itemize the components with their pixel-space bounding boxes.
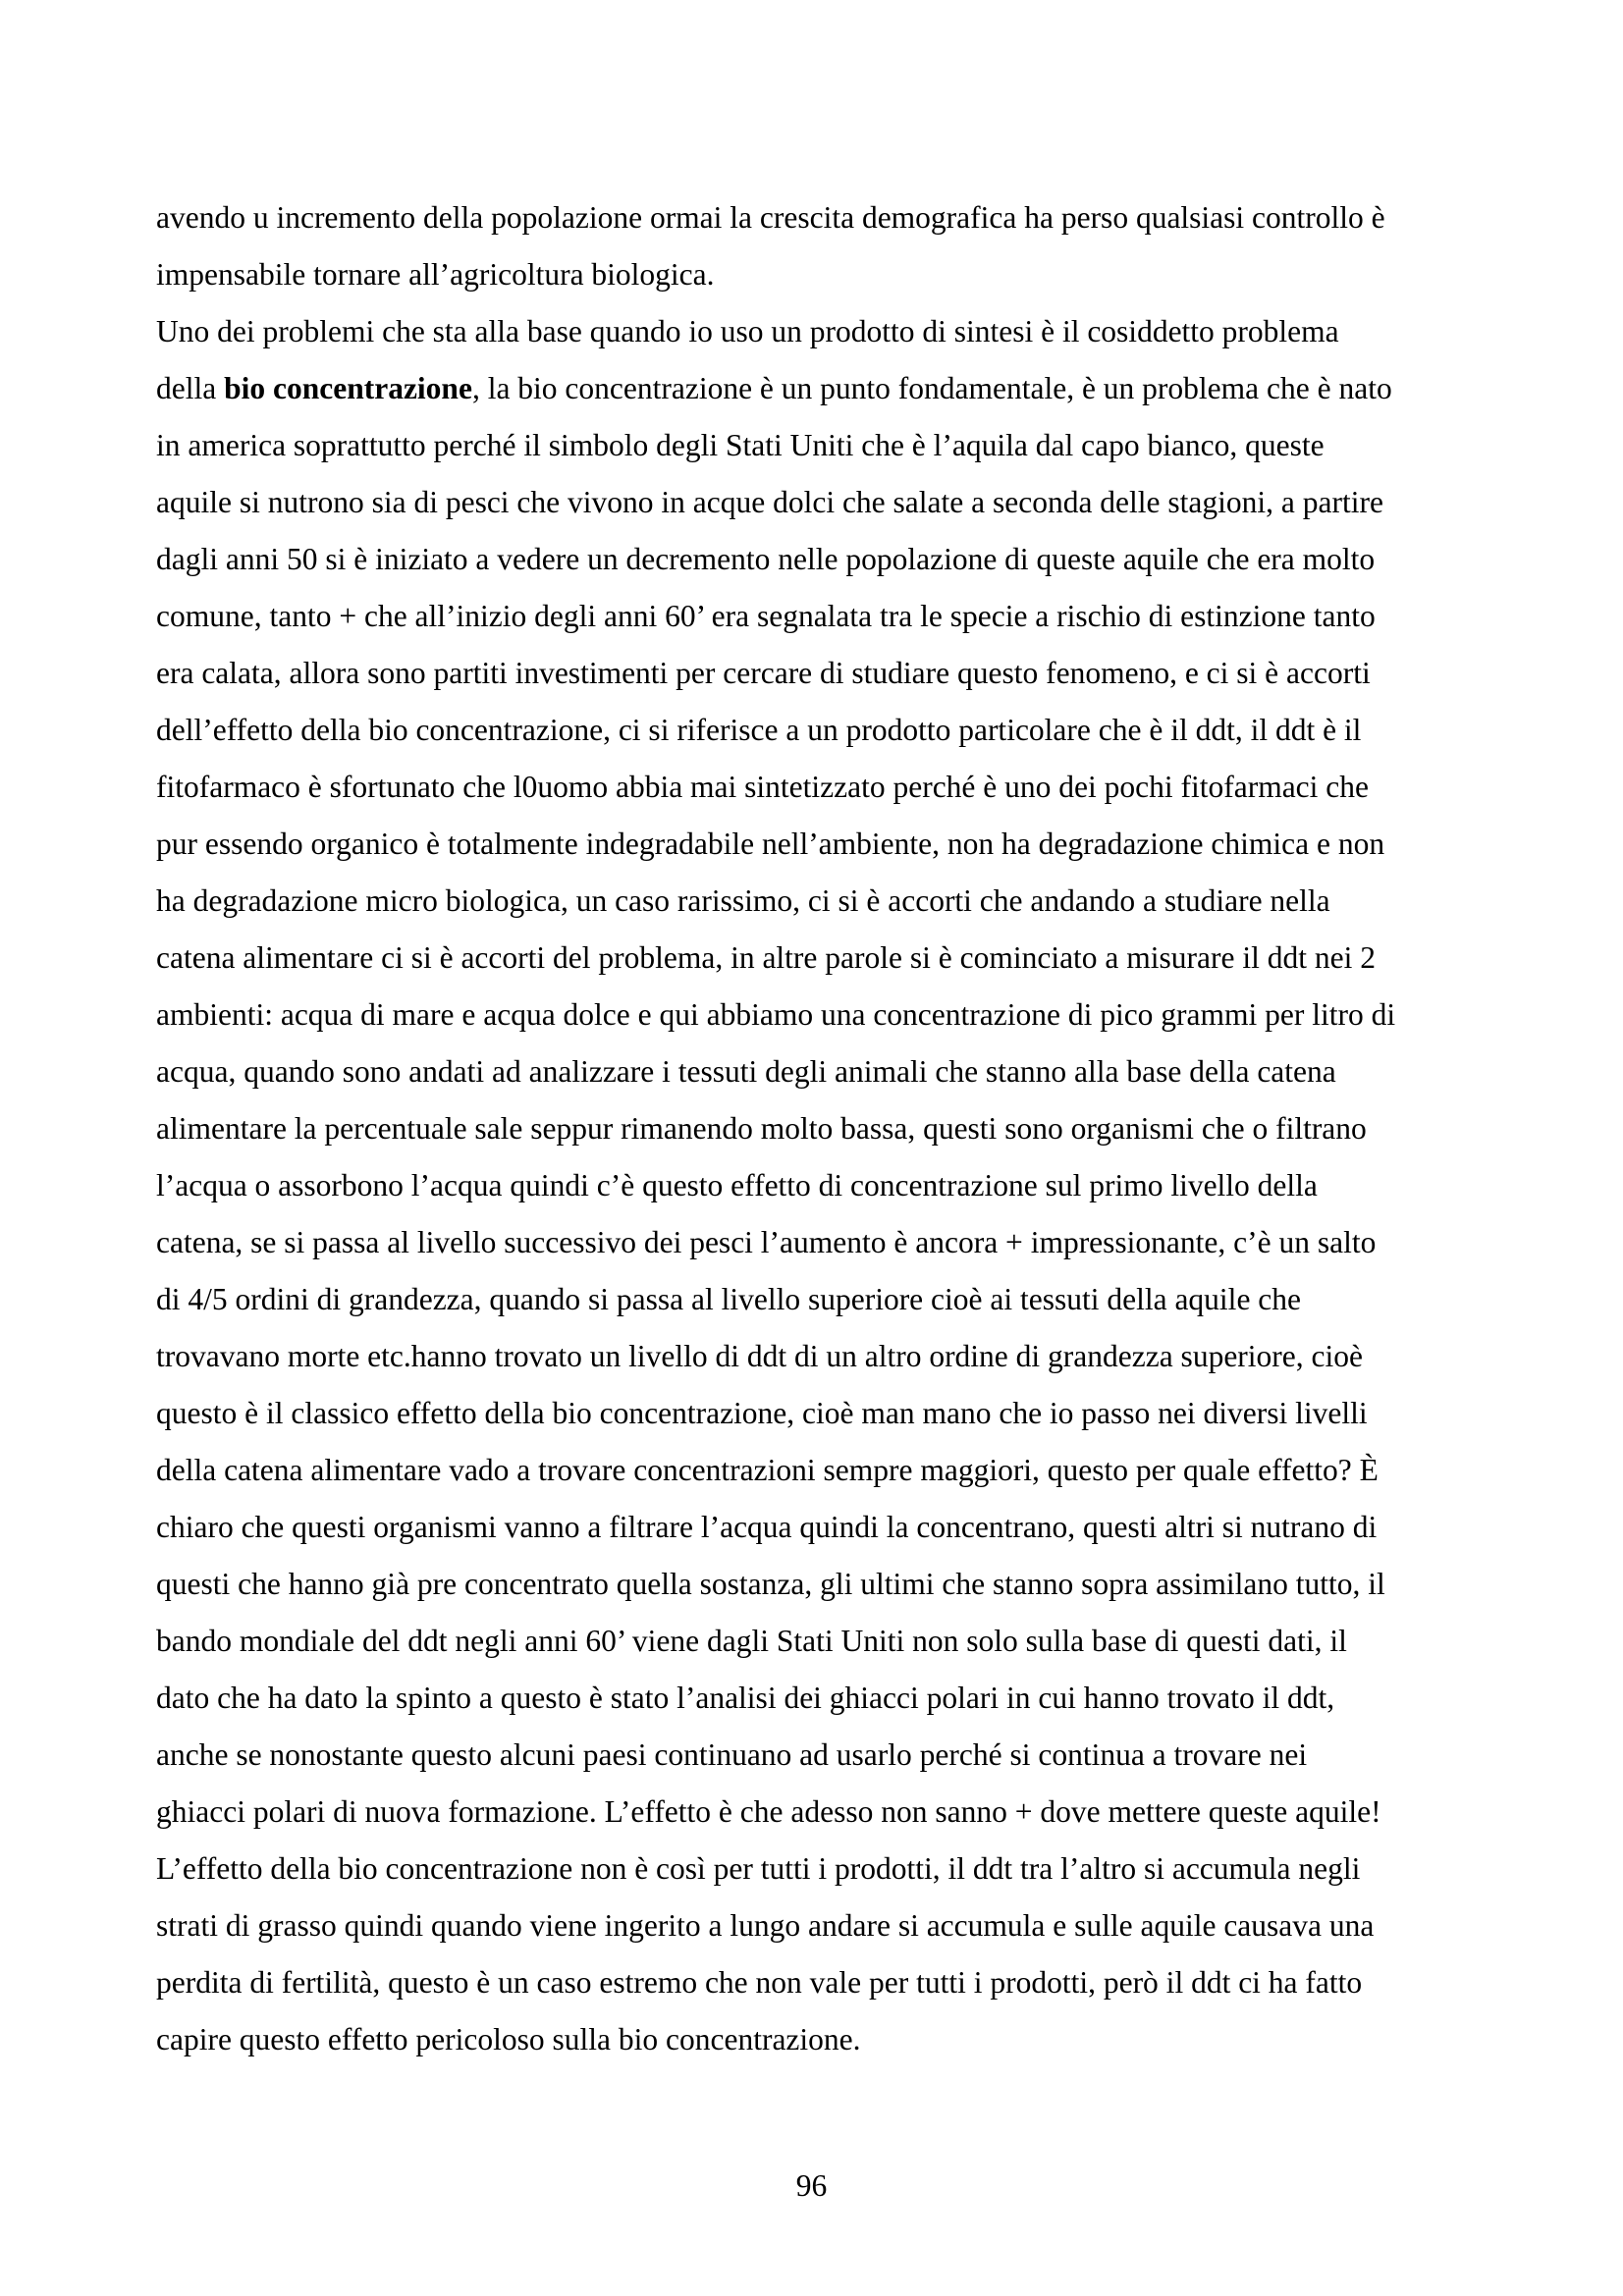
text-line: comune, tanto + che all’inizio degli anni 60’ era segnalata tra le specie a rischio di estinzione tanto	[156, 599, 1376, 633]
text-line: in america soprattutto perché il simbolo degli Stati Uniti che è l’aquila dal capo bianco, queste	[156, 428, 1325, 462]
text-line: questo è il classico effetto della bio concentrazione, cioè man mano che io passo nei diversi livelli	[156, 1396, 1368, 1430]
text-line: ghiacci polari di nuova formazione. L’effetto è che adesso non sanno + dove mettere queste aquile!	[156, 1794, 1381, 1829]
text-line: aquile si nutrono sia di pesci che vivono in acque dolci che salate a seconda delle stagioni, a partire	[156, 485, 1383, 519]
text-line: dagli anni 50 si è iniziato a vedere un decremento nelle popolazione di queste aquile che era molto	[156, 542, 1376, 576]
text-line: questi che hanno già pre concentrato quella sostanza, gli ultimi che stanno sopra assimilano tutto, il	[156, 1567, 1385, 1601]
text-line: l’acqua o assorbono l’acqua quindi c’è questo effetto di concentrazione sul primo livello della	[156, 1168, 1318, 1202]
text-line: acqua, quando sono andati ad analizzare i tessuti degli animali che stanno alla base della catena	[156, 1054, 1336, 1089]
text-line: anche se nonostante questo alcuni paesi continuano ad usarlo perché si continua a trovare nei	[156, 1737, 1308, 1772]
text-line: dato che ha dato la spinto a questo è stato l’analisi dei ghiacci polari in cui hanno trovato il ddt,	[156, 1681, 1335, 1715]
text-line: bando mondiale del ddt negli anni 60’ viene dagli Stati Uniti non solo sulla base di questi dati, il	[156, 1624, 1347, 1658]
text-line: strati di grasso quindi quando viene ingerito a lungo andare si accumula e sulle aquile causava una	[156, 1908, 1375, 1943]
text-line: chiaro che questi organismi vanno a filtrare l’acqua quindi la concentrano, questi altri si nutrano di	[156, 1510, 1378, 1544]
text-segment: della	[156, 371, 225, 405]
text-line: catena, se si passa al livello successivo dei pesci l’aumento è ancora + impressionante, c’è un salto	[156, 1225, 1377, 1259]
page-number: 96	[795, 2168, 828, 2203]
text-line: dell’effetto della bio concentrazione, ci si riferisce a un prodotto particolare che è il ddt, il ddt è il	[156, 713, 1362, 747]
text-line: fitofarmaco è sfortunato che l0uomo abbia mai sintetizzato perché è uno dei pochi fitofarmaci che	[156, 770, 1369, 804]
text-line: impensabile tornare all’agricoltura biologica.	[156, 257, 715, 292]
text-line: era calata, allora sono partiti investimenti per cercare di studiare questo fenomeno, e ci si è accorti	[156, 656, 1371, 690]
text-line: di 4/5 ordini di grandezza, quando si passa al livello superiore cioè ai tessuti della aquile che	[156, 1282, 1302, 1316]
text-segment: , la bio concentrazione è un punto fondamentale, è un problema che è nato	[471, 371, 1392, 405]
text-line: catena alimentare ci si è accorti del problema, in altre parole si è cominciato a misurare il ddt nei 2	[156, 940, 1376, 975]
text-line-with-bold-term	[156, 360, 1482, 417]
text-line: capire questo effetto pericoloso sulla bio concentrazione.	[156, 2022, 861, 2056]
text-line: avendo u incremento della popolazione ormai la crescita demografica ha perso qualsiasi controllo è	[156, 200, 1385, 235]
text-line: ambienti: acqua di mare e acqua dolce e qui abbiamo una concentrazione di pico grammi per litro di	[156, 997, 1396, 1032]
text-line: Uno dei problemi che sta alla base quando io uso un prodotto di sintesi è il cosiddetto problema	[156, 314, 1339, 348]
bold-term: bio concentrazione	[224, 371, 472, 405]
text-line: pur essendo organico è totalmente indegradabile nell’ambiente, non ha degradazione chimica e non	[156, 827, 1385, 861]
text-line: trovavano morte etc.hanno trovato un livello di ddt di un altro ordine di grandezza superiore, cioè	[156, 1339, 1363, 1373]
text-line: ha degradazione micro biologica, un caso rarissimo, ci si è accorti che andando a studiare nella	[156, 883, 1330, 918]
text-line: alimentare la percentuale sale seppur rimanendo molto bassa, questi sono organismi che o filtrano	[156, 1111, 1367, 1146]
text-line: della catena alimentare vado a trovare concentrazioni sempre maggiori, questo per quale effetto? È	[156, 1453, 1379, 1487]
body-text	[156, 189, 1482, 2068]
text-line: perdita di fertilità, questo è un caso estremo che non vale per tutti i prodotti, però il ddt ci ha fatto	[156, 1965, 1363, 2000]
text-line: L’effetto della bio concentrazione non è così per tutti i prodotti, il ddt tra l’altro si accumula negli	[156, 1851, 1361, 1886]
